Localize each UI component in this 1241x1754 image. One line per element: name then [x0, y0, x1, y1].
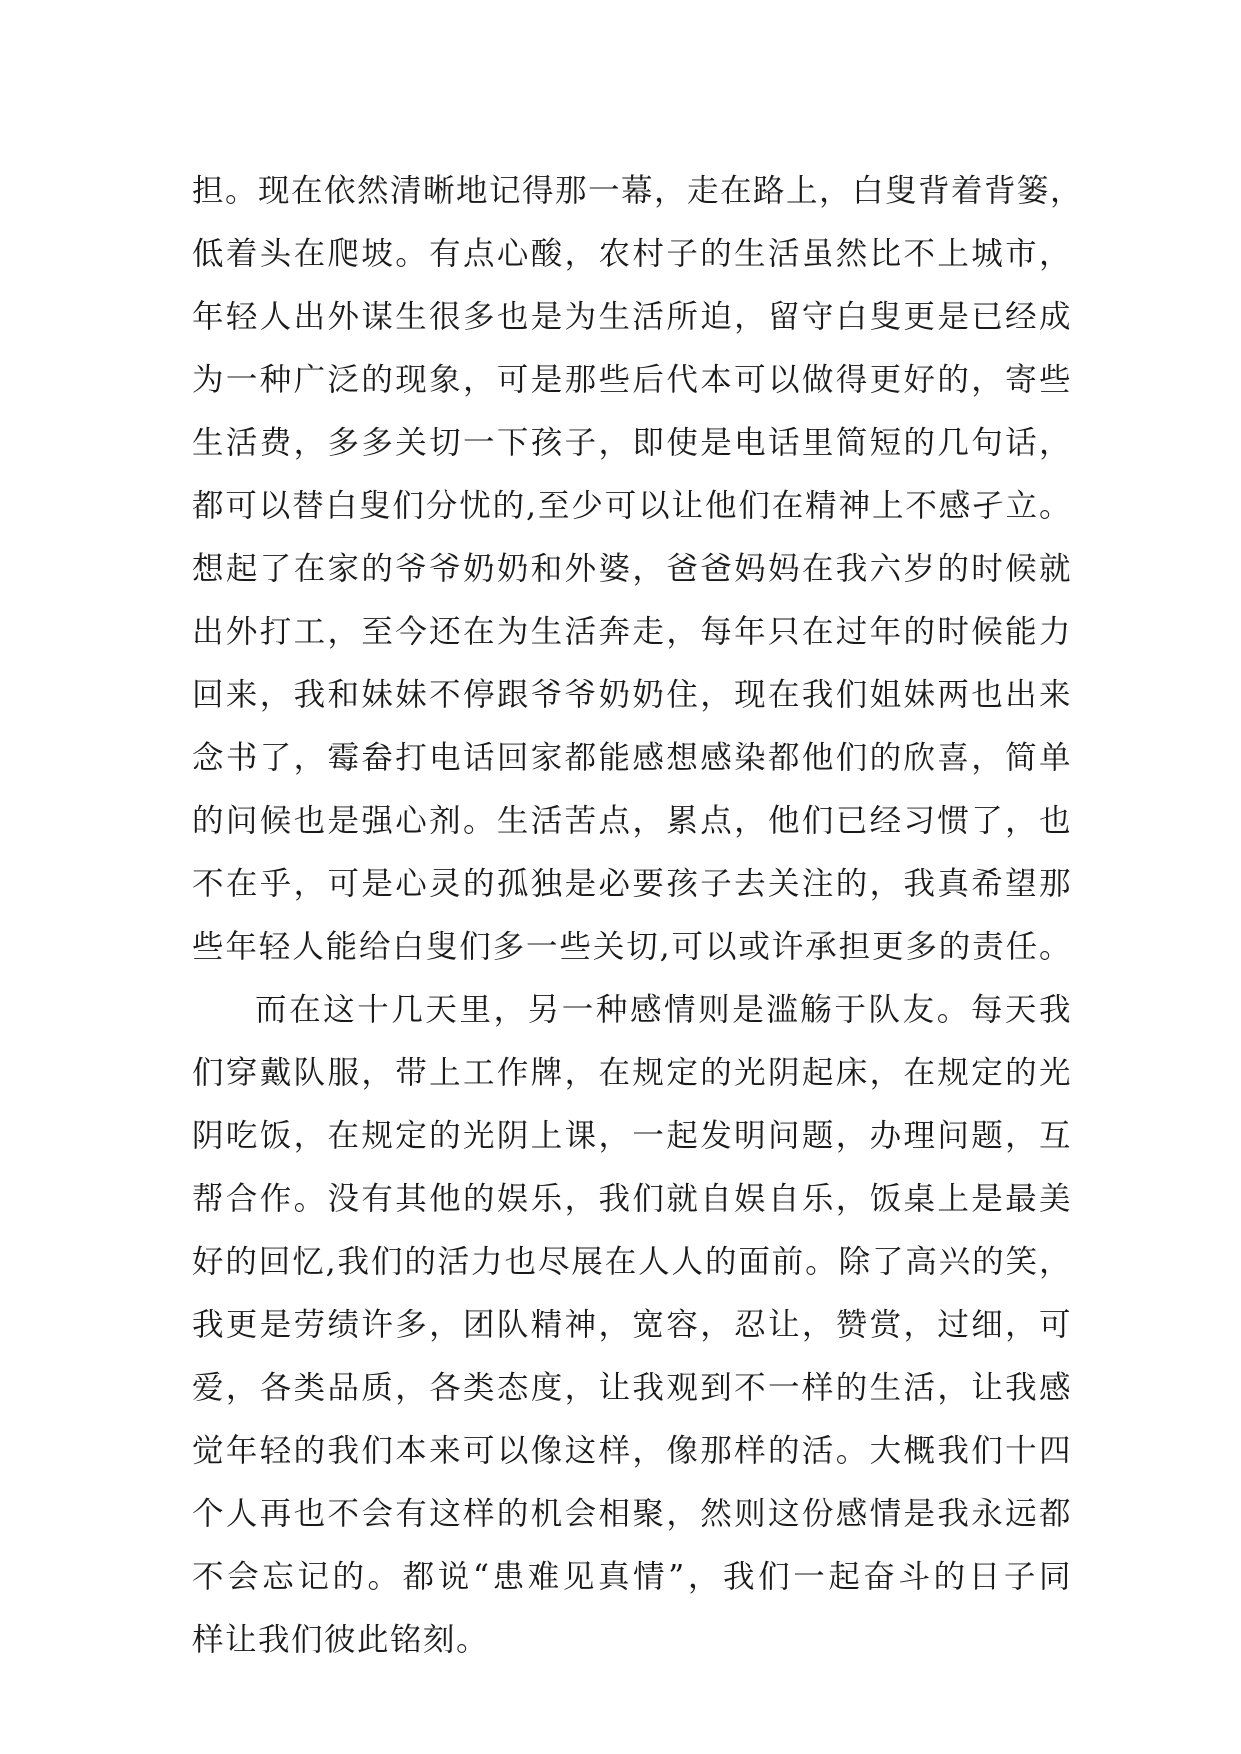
text-line: 都可以替白叟们分忧的,至少可以让他们在精神上不感孑立。: [192, 488, 1072, 524]
text-line: 出外打工，至今还在为生活奔走，每年只在过年的时候能力: [192, 614, 1072, 650]
text-line: 帮合作。没有其他的娱乐，我们就自娱自乐，饭桌上是最美: [192, 1181, 1072, 1217]
text-line: 些年轻人能给白叟们多一些关切,可以或许承担更多的责任。: [192, 929, 1072, 965]
text-line: 生活费，多多关切一下孩子，即使是电话里简短的几句话，: [192, 425, 1072, 461]
text-line: 念书了，霉畚打电话回家都能感想感染都他们的欣喜，简单: [192, 740, 1072, 776]
text-line: 为一种广泛的现象，可是那些后代本可以做得更好的，寄些: [192, 362, 1072, 398]
text-line: 好的回忆,我们的活力也尽展在人人的面前。除了高兴的笑，: [192, 1244, 1072, 1280]
text-line: 个人再也不会有这样的机会相聚，然则这份感情是我永远都: [192, 1496, 1072, 1532]
text-line: 我更是劳绩许多，团队精神，宽容，忍让，赞赏，过细，可: [192, 1307, 1072, 1343]
text-line: 爱，各类品质，各类态度，让我观到不一样的生活，让我感: [192, 1370, 1072, 1406]
text-line: 担。现在依然清晰地记得那一幕，走在路上，白叟背着背篓，: [192, 173, 1084, 209]
paragraph-first-line: 而在这十几天里，另一种感情则是滥觞于队友。每天我: [255, 992, 1072, 1028]
text-line: 觉年轻的我们本来可以像这样，像那样的活。大概我们十四: [192, 1433, 1072, 1469]
text-line: 阴吃饭，在规定的光阴上课，一起发明问题，办理问题，互: [192, 1118, 1072, 1154]
text-line: 回来，我和妹妹不停跟爷爷奶奶住，现在我们姐妹两也出来: [192, 677, 1072, 713]
body-text: [192, 160, 1084, 1672]
text-line: 的问候也是强心剂。生活苦点，累点，他们已经习惯了，也: [192, 803, 1072, 839]
text-line: 样让我们彼此铭刻。: [192, 1622, 490, 1658]
text-line: 不会忘记的。都说“患难见真情”，我们一起奋斗的日子同: [192, 1559, 1072, 1595]
text-line: 们穿戴队服，带上工作牌，在规定的光阴起床，在规定的光: [192, 1055, 1072, 1091]
text-line: 年轻人出外谋生很多也是为生活所迫，留守白叟更是已经成: [192, 299, 1072, 335]
text-line: 想起了在家的爷爷奶奶和外婆，爸爸妈妈在我六岁的时候就: [192, 551, 1072, 587]
text-line: 不在乎，可是心灵的孤独是必要孩子去关注的，我真希望那: [192, 866, 1072, 902]
text-line: 低着头在爬坡。有点心酸，农村子的生活虽然比不上城市，: [192, 236, 1072, 272]
